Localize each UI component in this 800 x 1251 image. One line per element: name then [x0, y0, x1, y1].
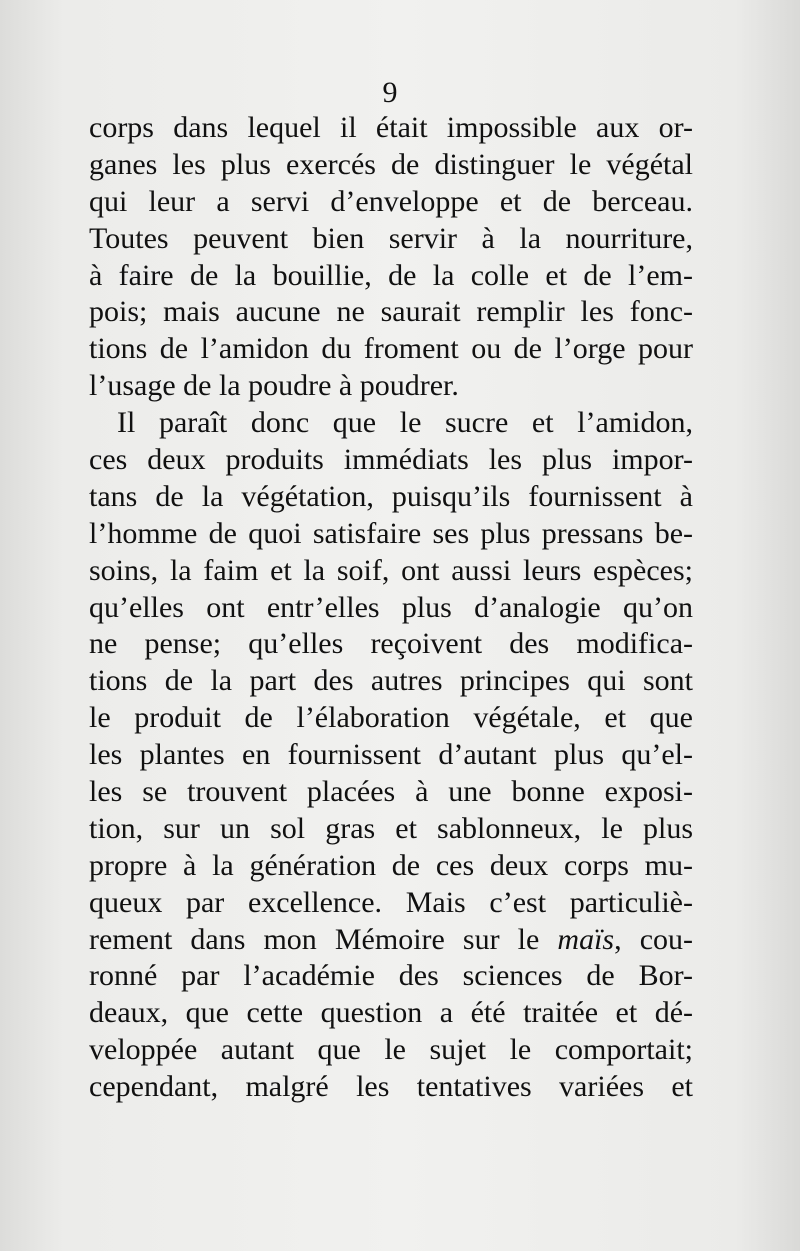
text-line: qu’elles ont entr’elles plus d’analogie qu’on	[89, 590, 693, 624]
text-line: propre à la génération de ces deux corps mu-	[89, 848, 693, 882]
text-line: qui leur a servi d’enveloppe et de berceau.	[89, 184, 693, 218]
text-line: pois; mais aucune ne saurait remplir les fonc-	[89, 295, 693, 329]
text-line: l’homme de quoi satisfaire ses plus pressans be-	[89, 516, 693, 550]
body-text	[89, 110, 693, 1106]
text-line-with-italic	[89, 922, 693, 959]
text-line: ronné par l’académie des sciences de Bor-	[89, 959, 693, 993]
text-line: ces deux produits immédiats les plus impor-	[89, 443, 693, 477]
text-line: tions de l’amidon du froment ou de l’orge pour	[89, 332, 693, 366]
text-line: Il paraît donc que le sucre et l’amidon,	[117, 406, 693, 440]
text-line: deaux, que cette question a été traitée et dé-	[89, 996, 693, 1030]
italic-word: maïs	[557, 922, 615, 956]
text-line: corps dans lequel il était impossible aux or-	[89, 111, 693, 144]
text-line: les plantes en fournissent d’autant plus qu’el-	[89, 738, 693, 772]
text-line: l’usage de la poudre à poudrer.	[89, 369, 459, 403]
text-line: cependant, malgré les tentatives variées et	[89, 1070, 693, 1104]
text-line: Toutes peuvent bien servir à la nourriture,	[89, 221, 693, 255]
text-line: tans de la végétation, puisqu’ils fournissent à	[89, 479, 693, 513]
page-number: 9	[382, 76, 398, 109]
text-line: le produit de l’élaboration végétale, et que	[89, 701, 693, 735]
text-line: soins, la faim et la soif, ont aussi leurs espèces;	[89, 553, 693, 587]
text-line: les se trouvent placées à une bonne exposi-	[89, 775, 693, 809]
text-line: tion, sur un sol gras et sablonneux, le plus	[89, 811, 693, 845]
text-line: à faire de la bouillie, de la colle et de l’em-	[89, 258, 693, 292]
text-line: ne pense; qu’elles reçoivent des modifica-	[89, 627, 693, 661]
text-segment: , cou-	[614, 922, 693, 956]
text-line: tions de la part des autres principes qui sont	[89, 664, 693, 698]
text-line: queux par excellence. Mais c’est particuliè-	[89, 885, 693, 919]
text-line: ganes les plus exercés de distinguer le végétal	[89, 147, 693, 181]
text-segment: rement dans mon Mémoire sur le	[89, 922, 540, 956]
text-line: veloppée autant que le sujet le comportait;	[89, 1033, 693, 1067]
